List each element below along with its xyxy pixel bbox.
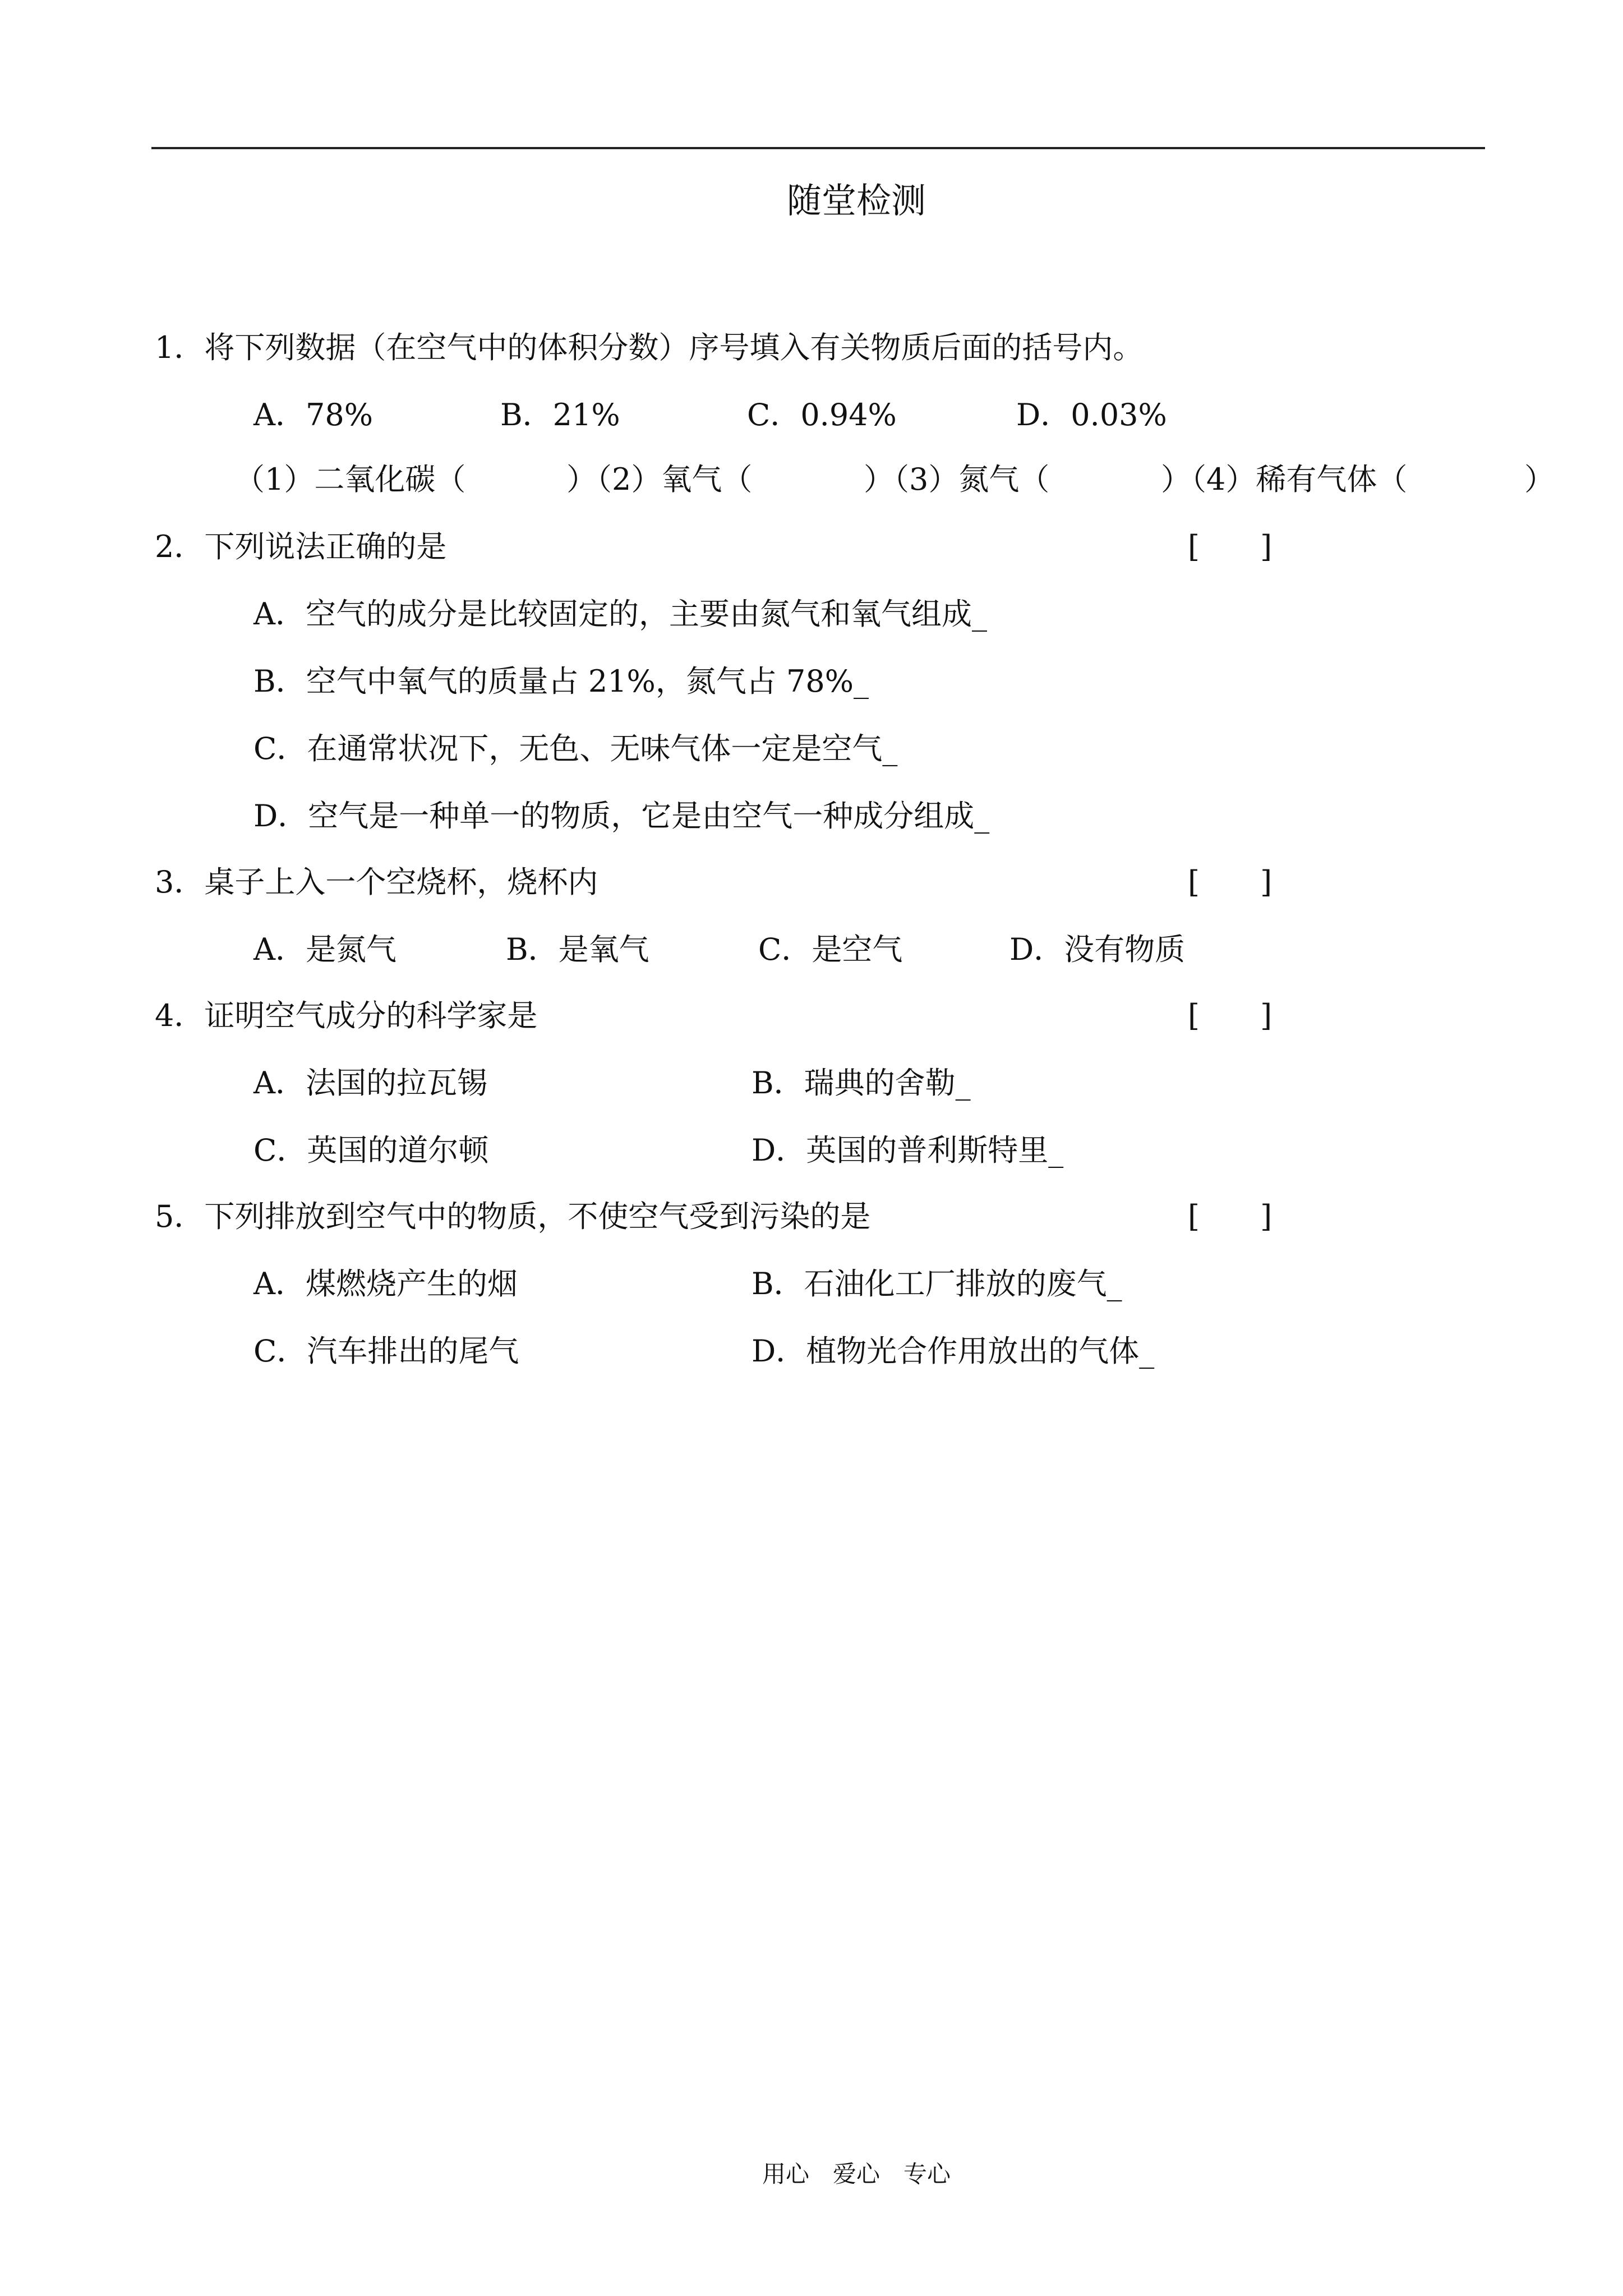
question-2-option-d: D．空气是一种单一的物质，它是由空气一种成分组成_ [253,798,990,834]
question-5-stem: 5．下列排放到空气中的物质，不使空气受到污染的是 [155,1199,871,1234]
question-3-answer-bracket: [ ] [1188,864,1272,900]
question-3-option-d: D．没有物质 [1009,932,1186,967]
question-2-option-a: A．空气的成分是比较固定的，主要由氮气和氧气组成_ [253,596,987,632]
question-1-blank-4: ）（4）稀有气体（ [1161,462,1408,497]
question-4-option-d: D．英国的普利斯特里_ [751,1133,1064,1168]
question-5-option-a: A．煤燃烧产生的烟 [253,1266,518,1301]
question-2-option-c: C．在通常状况下，无色、无味气体一定是空气_ [253,731,898,766]
question-3-option-b: B．是氧气 [506,932,649,967]
question-3-stem: 3．桌子上入一个空烧杯，烧杯内 [155,864,598,900]
question-1-option-b: B．21% [500,397,620,432]
question-4-option-c: C．英国的道尔顿 [253,1133,489,1168]
question-5-answer-bracket: [ ] [1188,1199,1272,1234]
question-2-answer-bracket: [ ] [1188,529,1272,564]
question-1-blank-1: （1）二氧化碳（ [234,462,466,497]
question-5-option-c: C．汽车排出的尾气 [253,1333,519,1369]
page-footer: 用心 爱心 专心 [762,2160,951,2188]
question-3-option-a: A．是氮气 [253,932,396,967]
question-2-stem: 2．下列说法正确的是 [155,529,447,564]
question-5-option-d: D．植物光合作用放出的气体_ [751,1333,1155,1369]
question-2-option-b: B．空气中氧气的质量占 21%，氮气占 78%_ [253,664,869,699]
question-4-option-b: B．瑞典的舍勒_ [751,1065,971,1101]
question-4-stem: 4．证明空气成分的科学家是 [155,998,538,1033]
question-4-option-a: A．法国的拉瓦锡 [253,1065,487,1101]
question-3-option-c: C．是空气 [758,932,903,967]
question-1-option-c: C．0.94% [747,397,897,432]
header-rule [151,147,1485,149]
question-1-option-a: A．78% [253,397,374,432]
question-1-blank-3: ）（3）氮气（ [864,462,1050,497]
question-1-blank-end: ） [1524,462,1555,497]
question-4-answer-bracket: [ ] [1188,998,1272,1033]
question-1-blank-2: ）（2）氧气（ [566,462,753,497]
question-1-stem: 1．将下列数据（在空气中的体积分数）序号填入有关物质后面的括号内。 [155,330,1144,365]
question-5-option-b: B．石油化工厂排放的废气_ [751,1266,1122,1301]
page-title: 随堂检测 [786,180,926,221]
question-1-option-d: D．0.03% [1016,397,1167,432]
